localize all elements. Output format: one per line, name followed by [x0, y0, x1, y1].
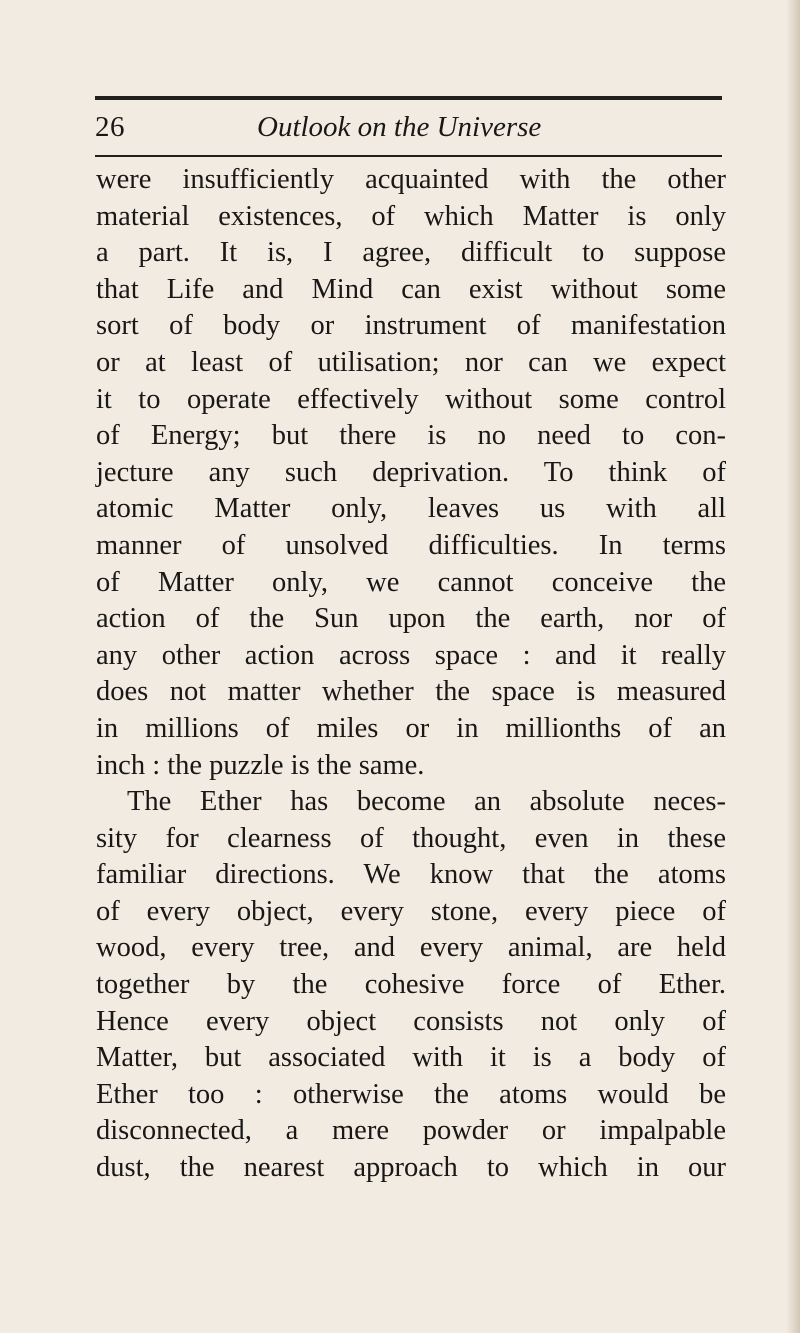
- text-line: of Energy; but there is no need to con-: [96, 420, 726, 452]
- page-edge-shadow: [786, 0, 800, 1333]
- text-line: it to operate effectively without some control: [96, 383, 726, 415]
- text-line: together by the cohesive force of Ether.: [96, 969, 726, 1001]
- body-text: [96, 162, 726, 1187]
- running-head: [95, 96, 722, 158]
- text-line: of Matter only, we cannot conceive the: [96, 566, 726, 598]
- text-line: wood, every tree, and every animal, are held: [96, 932, 726, 964]
- text-line: manner of unsolved difficulties. In terms: [96, 529, 726, 561]
- running-title: Outlook on the Universe: [257, 111, 542, 143]
- header-bottom-rule: [95, 155, 722, 157]
- text-line: in millions of miles or in millionths of an: [96, 712, 726, 744]
- text-line: or at least of utilisation; nor can we expect: [96, 346, 726, 378]
- header-top-rule: [95, 96, 722, 100]
- text-line: material existences, of which Matter is only: [96, 200, 726, 232]
- text-line: dust, the nearest approach to which in our: [96, 1152, 726, 1184]
- text-line: action of the Sun upon the earth, nor of: [96, 603, 726, 635]
- text-line: Ether too : otherwise the atoms would be: [96, 1078, 726, 1110]
- text-line: Matter, but associated with it is a body of: [96, 1042, 726, 1074]
- text-line: sort of body or instrument of manifestation: [96, 310, 726, 342]
- text-line: any other action across space : and it really: [96, 639, 726, 671]
- text-line: of every object, every stone, every piece of: [96, 895, 726, 927]
- text-line: were insufficiently acquainted with the other: [96, 164, 726, 195]
- text-line: Hence every object consists not only of: [96, 1005, 726, 1037]
- text-line: does not matter whether the space is measured: [96, 676, 726, 708]
- text-line: sity for clearness of thought, even in these: [96, 822, 726, 854]
- text-line: jecture any such deprivation. To think of: [96, 456, 726, 488]
- text-line: familiar directions. We know that the atoms: [96, 859, 726, 891]
- text-line: atomic Matter only, leaves us with all: [96, 493, 726, 525]
- text-line: that Life and Mind can exist without some: [96, 273, 726, 305]
- page-number: 26: [95, 111, 125, 143]
- text-line: a part. It is, I agree, difficult to suppose: [96, 237, 726, 269]
- paragraph-start-line: The Ether has become an absolute neces-: [127, 786, 726, 818]
- text-line: disconnected, a mere powder or impalpable: [96, 1115, 726, 1147]
- paragraph-end-line: inch : the puzzle is the same.: [96, 749, 425, 781]
